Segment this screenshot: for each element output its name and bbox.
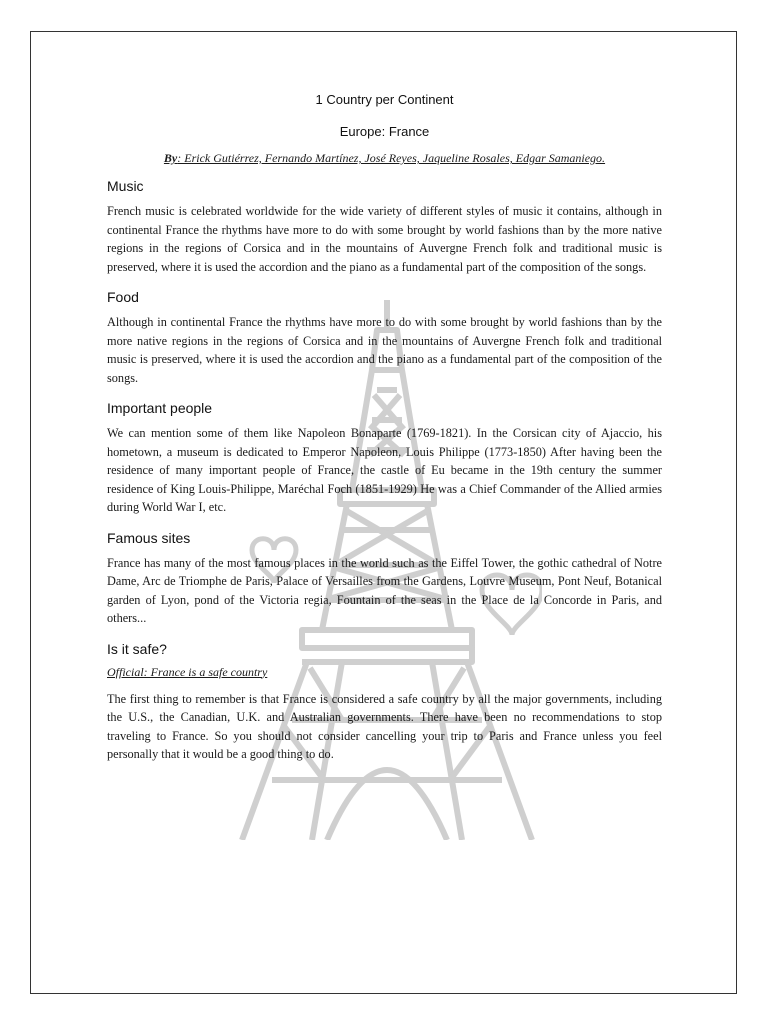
section-body-safe: The first thing to remember is that France is considered a safe country by all the major governments, including the U.S., the Canadian, U.K. and Australian governments. There have been no recommendations to stop traveling to France. So you should not consider cancelling your trip to Paris and France unless you feel personally that it would be a good thing to do. bbox=[107, 691, 662, 761]
section-body-music: French music is celebrated worldwide for the wide variety of different styles of music it contains, although in continental France the rhythms have more to do with some brought by world fashions than by the more native regions in the regions of Corsica and in the mountains of Auvergne French folk and traditional music is preserved, where it is used the accordion and the piano as a fundamental part of the composition of the songs. bbox=[107, 204, 662, 274]
section-body-sites: France has many of the most famous places in the world such as the Eiffel Tower, the gothic cathedral of Notre Dame, Arc de Triomphe de Paris, Palace of Versailles from the Gardens, Louvre Museum, Pont Neuf, Botanical garden of Lyon, pond of the Victoria regia, Fountain of the seas in the Place de la Concorde in Paris, and others... bbox=[107, 555, 662, 625]
official-note: Official: France is a safe country bbox=[107, 664, 268, 679]
section-heading-music: Music bbox=[107, 178, 144, 194]
authors-by-label: By bbox=[163, 151, 178, 165]
authors-line bbox=[107, 151, 662, 166]
section-body-food: Although in continental France the rhythms have more to do with some brought by world fashions than by the more native regions in the regions of Corsica and in the mountains of Auvergne French folk and traditional music is preserved, where it is used the accordion and the piano as a fundamental part of the composition of the songs. bbox=[107, 315, 662, 385]
section-heading-sites: Famous sites bbox=[107, 529, 191, 546]
authors-names: : Erick Gutiérrez, Fernando Martínez, José Reyes, Jaqueline Rosales, Edgar Samaniego. bbox=[177, 151, 606, 165]
section-heading-food: Food bbox=[107, 289, 139, 305]
document-title: 1 Country per Continent bbox=[315, 92, 454, 107]
section-heading-safe: Is it safe? bbox=[107, 640, 167, 657]
document-subtitle: Europe: France bbox=[339, 124, 430, 139]
section-body-people: We can mention some of them like Napoleon Bonaparte (1769-1821). In the Corsican city of Ajaccio, his hometown, a museum is dedicated to Emperor Napoleon, Louis Philippe (1773-1850) After having been the residence of many important people of France, the castle of Eu became in the 19th century the summer residence of King Louis-Philippe, Maréchal Foch (1851-1929) He was a Chief Commander of the Allied armies during World War I, etc. bbox=[107, 426, 662, 514]
section-heading-people: Important people bbox=[107, 400, 213, 416]
document-content bbox=[107, 92, 662, 777]
